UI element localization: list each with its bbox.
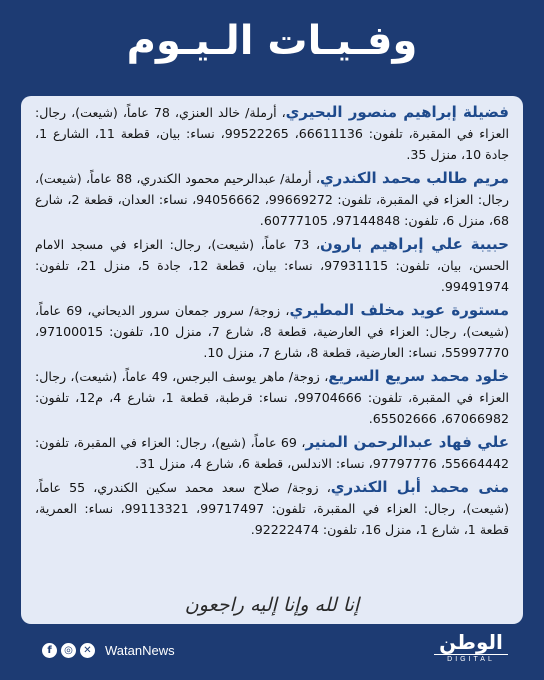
obituary-details: ، زوجة/ صلاح سعد محمد سكين الكندري، 55 عاماً، (شيعت)، رجال: العزاء في المقبرة، تلفون: 99717497، 99113321، نساء: العمرية، قطعة 1، شارع 1، منزل 16، تلفون: 92222474. (35, 480, 509, 537)
deceased-name: مريم طالب محمد الكندري (319, 169, 510, 187)
obituary-entry (35, 234, 509, 297)
x-icon[interactable]: ✕ (80, 643, 95, 658)
page-title: وفـيـات الـيـوم (126, 18, 418, 64)
deceased-name: مستورة عويد مخلف المطيري (289, 301, 509, 319)
obituary-details: ، زوجة/ سرور جمعان سرور الديحاني، 69 عاماً، (شيعت)، رجال: العزاء في العارضية، قطعة 8، شارع 7، منزل 10، تلفون: 97100015، 55997770، نساء: العارضية، قطعة 8، شارع 7، منزل 10. (35, 303, 510, 360)
obituary-card (21, 96, 523, 624)
deceased-name: فضيلة إبراهيم منصور البحيري (285, 103, 509, 121)
obituary-entry (35, 300, 509, 363)
deceased-name: حبيبة علي إبراهيم بارون (320, 235, 509, 253)
obituary-details: ، 73 عاماً، (شيعت)، رجال: العزاء في مسجد الامام الحسن، بيان، تلفون: 97931115، نساء: بيان، قطعة 12، جادة 5، منزل 21، تلفون: 99491974. (35, 237, 509, 294)
brand-logo (434, 630, 508, 664)
social-handle: WatanNews (105, 642, 175, 658)
footer (0, 624, 544, 680)
obituary-entry (35, 366, 509, 429)
obituary-entry (35, 168, 509, 231)
logo-arabic: الوطن (439, 630, 503, 654)
instagram-icon[interactable]: ◎ (61, 643, 76, 658)
obituary-entry (35, 102, 509, 165)
logo-digital: DIGITAL (434, 654, 508, 664)
obituary-details: ، زوجة/ ماهر يوسف البرجس، 49 عاماً، (شيعت)، رجال: العزاء في المقبرة، تلفون: 99704666، نساء: قرطبة، قطعة 1، شارع 4، م12، تلفون: 67066982، 65502666. (35, 369, 509, 426)
obituary-details: ، أرملة/ عبدالرحيم محمود الكندري، 88 عاماً، (شيعت)، رجال: العزاء في المقبرة، تلفون: 99669272، 94056662، نساء: العدان، قطعة 2، شارع 68، منزل 6، تلفون: 97144848، 60777105. (35, 171, 509, 228)
obituary-details: ، أرملة/ خالد العنزي، 78 عاماً، (شيعت)، رجال: العزاء في المقبرة، تلفون: 66611136، 99522265، نساء: بيان، قطعة 11، الشارع 1، جادة 10، منزل 35. (35, 105, 509, 162)
obituary-entry (35, 477, 509, 540)
obituary-entry (35, 432, 509, 474)
social-links (42, 640, 175, 660)
deceased-name: منى محمد أبل الكندري (330, 478, 509, 496)
deceased-name: علي فهاد عبدالرحمن المنير (305, 433, 509, 451)
obituary-details: ، 69 عاماً، (شيع)، رجال: العزاء في المقبرة، تلفون: 55664442، 97797776، نساء: الاندلس، قطعة 6، شارع 4، منزل 31. (35, 435, 509, 471)
facebook-icon[interactable]: f (42, 643, 57, 658)
closing-verse: إنا لله وإنا إليه راجعون (184, 594, 360, 616)
deceased-name: خلود محمد سريع السريع (328, 367, 510, 385)
